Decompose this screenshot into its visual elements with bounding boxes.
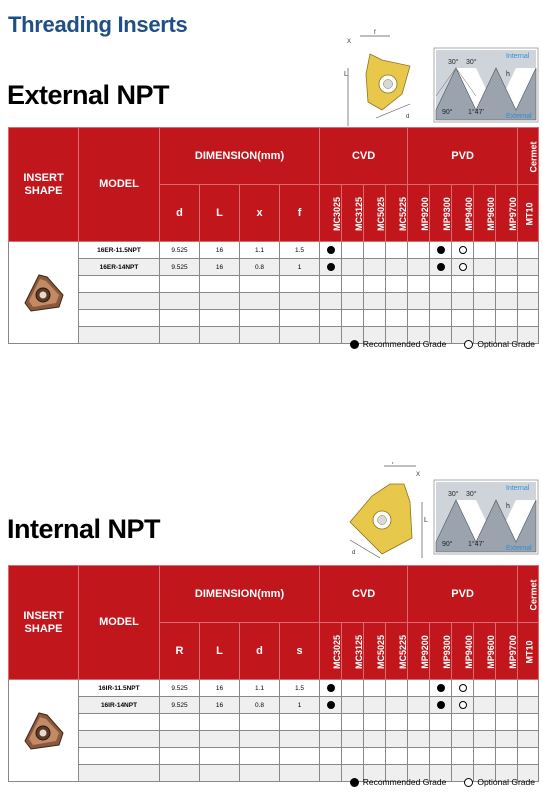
angle-30b-label: 30° — [466, 491, 477, 498]
dim-cell: 16 — [200, 697, 240, 714]
header-grade: MC5225 — [386, 185, 408, 242]
header-model: MODEL — [79, 566, 160, 680]
grade-cell — [364, 310, 386, 327]
header-insert-shape: INSERT SHAPE — [9, 128, 79, 242]
model-cell: 16ER-11.5NPT — [79, 242, 160, 259]
dim-cell — [160, 327, 200, 344]
legend-optional: Optional Grade — [477, 777, 535, 787]
external-spec-table — [8, 127, 539, 344]
header-pvd: PVD — [408, 128, 518, 185]
model-cell: 16ER-14NPT — [79, 259, 160, 276]
legend-recommended: Recommended Grade — [362, 339, 447, 349]
grade-cell — [364, 748, 386, 765]
angle-147-label: 1°47' — [468, 109, 484, 116]
grade-cell — [452, 680, 474, 697]
grade-cell — [386, 242, 408, 259]
grade-cell — [386, 714, 408, 731]
header-grade: MC5025 — [364, 623, 386, 680]
grade-cell — [408, 259, 430, 276]
header-model: MODEL — [79, 128, 160, 242]
diagram-label-d: d — [406, 114, 410, 120]
grade-cell — [386, 310, 408, 327]
insert-photo-icon — [19, 707, 69, 753]
external-label: External — [506, 545, 532, 552]
internal-npt-title: Internal NPT — [7, 514, 161, 544]
internal-legend — [350, 777, 535, 787]
model-cell — [79, 731, 160, 748]
h-label: h — [506, 503, 510, 510]
grade-cell — [342, 714, 364, 731]
grade-cell — [386, 293, 408, 310]
grade-cell — [364, 697, 386, 714]
internal-spec-table — [8, 565, 539, 782]
header-dim-col: x — [240, 185, 280, 242]
model-cell: 16IR-11.5NPT — [79, 680, 160, 697]
grade-cell — [452, 697, 474, 714]
grade-cell — [386, 748, 408, 765]
grade-cell — [386, 259, 408, 276]
grade-cell — [320, 680, 342, 697]
recommended-dot-icon — [327, 263, 335, 271]
angle-30a-label: 30° — [448, 59, 459, 66]
dim-cell — [160, 276, 200, 293]
header-insert-shape: INSERT SHAPE — [9, 566, 79, 680]
grade-cell — [364, 293, 386, 310]
grade-cell — [496, 242, 518, 259]
grade-cell — [474, 242, 496, 259]
grade-cell — [452, 714, 474, 731]
grade-cell — [474, 731, 496, 748]
optional-dot-icon — [464, 340, 473, 349]
grade-cell — [496, 680, 518, 697]
dim-cell — [160, 310, 200, 327]
diagram-label-L: L — [344, 71, 348, 78]
grade-cell — [386, 697, 408, 714]
external-thread-profile — [434, 48, 538, 122]
angle-90-label: 90° — [442, 109, 453, 116]
dim-cell — [160, 748, 200, 765]
grade-cell — [430, 731, 452, 748]
table-row — [9, 310, 539, 327]
grade-cell — [342, 697, 364, 714]
grade-cell — [342, 242, 364, 259]
dim-cell: 9.525 — [160, 697, 200, 714]
angle-30b-label: 30° — [466, 59, 477, 66]
grade-cell — [320, 697, 342, 714]
grade-cell — [518, 748, 539, 765]
insert-photo-icon — [19, 269, 69, 315]
grade-cell — [408, 680, 430, 697]
grade-cell — [474, 276, 496, 293]
table-row — [9, 731, 539, 748]
grade-cell — [452, 731, 474, 748]
dim-cell — [280, 293, 320, 310]
dim-cell — [160, 293, 200, 310]
model-cell — [79, 276, 160, 293]
dim-cell — [160, 714, 200, 731]
grade-cell — [452, 242, 474, 259]
dim-cell: 1 — [280, 697, 320, 714]
grade-cell — [320, 276, 342, 293]
dim-cell: 16 — [200, 242, 240, 259]
dim-cell — [200, 731, 240, 748]
grade-cell — [386, 680, 408, 697]
grade-cell — [364, 680, 386, 697]
external-insert-drawing — [344, 30, 410, 126]
header-grade: MP9600 — [474, 185, 496, 242]
header-cermet: Cermet — [518, 566, 539, 623]
header-grade: MC5025 — [364, 185, 386, 242]
grade-cell — [408, 697, 430, 714]
dim-cell — [200, 293, 240, 310]
grade-cell — [342, 310, 364, 327]
grade-cell — [342, 731, 364, 748]
grade-cell — [452, 310, 474, 327]
dim-cell — [240, 310, 280, 327]
grade-cell — [474, 697, 496, 714]
recommended-dot-icon — [327, 701, 335, 709]
grade-cell — [430, 276, 452, 293]
dim-cell — [240, 731, 280, 748]
header-grade: MP9400 — [452, 623, 474, 680]
dim-cell: 0.8 — [240, 259, 280, 276]
dim-cell: 9.525 — [160, 680, 200, 697]
grade-cell — [320, 259, 342, 276]
optional-dot-icon — [459, 263, 467, 271]
internal-label: Internal — [506, 485, 530, 492]
dim-cell — [240, 276, 280, 293]
grade-cell — [452, 748, 474, 765]
table-row — [9, 259, 539, 276]
recommended-dot-icon — [437, 684, 445, 692]
dim-cell — [200, 310, 240, 327]
external-insert-diagram — [330, 26, 540, 126]
dim-cell — [280, 276, 320, 293]
dim-cell — [200, 748, 240, 765]
grade-cell — [320, 748, 342, 765]
grade-cell — [474, 748, 496, 765]
internal-insert-drawing — [350, 462, 428, 558]
header-cvd: CVD — [320, 566, 408, 623]
grade-cell — [430, 714, 452, 731]
header-grade: MP9200 — [408, 185, 430, 242]
grade-cell — [364, 276, 386, 293]
dim-cell — [280, 765, 320, 782]
recommended-dot-icon — [437, 701, 445, 709]
grade-cell — [474, 714, 496, 731]
dim-cell: 1 — [280, 259, 320, 276]
dim-cell — [280, 731, 320, 748]
optional-dot-icon — [459, 684, 467, 692]
table-row — [9, 293, 539, 310]
header-cvd: CVD — [320, 128, 408, 185]
optional-dot-icon — [459, 701, 467, 709]
angle-147-label: 1°47' — [468, 541, 484, 548]
dim-cell — [280, 714, 320, 731]
recommended-dot-icon — [437, 246, 445, 254]
grade-cell — [518, 714, 539, 731]
header-grade: MC3025 — [320, 185, 342, 242]
model-cell: 16IR-14NPT — [79, 697, 160, 714]
grade-cell — [320, 310, 342, 327]
grade-cell — [430, 748, 452, 765]
recommended-dot-icon — [350, 340, 359, 349]
dim-cell — [160, 765, 200, 782]
dim-cell — [160, 731, 200, 748]
header-dimension: DIMENSION(mm) — [160, 128, 320, 185]
dim-cell — [240, 293, 280, 310]
grade-cell — [496, 276, 518, 293]
grade-cell — [474, 680, 496, 697]
grade-cell — [342, 276, 364, 293]
header-dim-col: d — [160, 185, 200, 242]
insert-shape-cell — [9, 242, 79, 344]
diagram-label-f: f — [392, 462, 394, 466]
grade-cell — [518, 680, 539, 697]
grade-cell — [496, 731, 518, 748]
dim-cell: 9.525 — [160, 242, 200, 259]
header-dim-col: R — [160, 623, 200, 680]
recommended-dot-icon — [327, 246, 335, 254]
dim-cell: 9.525 — [160, 259, 200, 276]
header-grade: MT10 — [518, 185, 539, 242]
grade-cell — [518, 276, 539, 293]
dim-cell: 1.1 — [240, 242, 280, 259]
model-cell — [79, 327, 160, 344]
legend-recommended: Recommended Grade — [362, 777, 447, 787]
grade-cell — [342, 680, 364, 697]
angle-90-label: 90° — [442, 541, 453, 548]
header-pvd: PVD — [408, 566, 518, 623]
grade-cell — [430, 293, 452, 310]
external-legend — [350, 339, 535, 349]
recommended-dot-icon — [327, 684, 335, 692]
optional-dot-icon — [459, 246, 467, 254]
grade-cell — [320, 293, 342, 310]
grade-cell — [320, 242, 342, 259]
grade-cell — [408, 310, 430, 327]
grade-cell — [364, 259, 386, 276]
grade-cell — [518, 731, 539, 748]
grade-cell — [518, 293, 539, 310]
diagram-label-f: f — [374, 30, 376, 36]
grade-cell — [430, 680, 452, 697]
dim-cell — [200, 276, 240, 293]
header-dim-col: d — [240, 623, 280, 680]
grade-cell — [474, 259, 496, 276]
grade-cell — [320, 765, 342, 782]
header-dim-col: L — [200, 185, 240, 242]
table-row — [9, 697, 539, 714]
header-dimension: DIMENSION(mm) — [160, 566, 320, 623]
grade-cell — [430, 242, 452, 259]
grade-cell — [430, 259, 452, 276]
dim-cell: 1.1 — [240, 680, 280, 697]
diagram-label-x: X — [347, 39, 352, 45]
grade-cell — [408, 293, 430, 310]
grade-cell — [408, 731, 430, 748]
dim-cell — [280, 327, 320, 344]
header-grade: MC5225 — [386, 623, 408, 680]
dim-cell — [200, 714, 240, 731]
dim-cell — [200, 327, 240, 344]
header-grade: MP9700 — [496, 185, 518, 242]
header-dim-col: s — [280, 623, 320, 680]
table-row — [9, 748, 539, 765]
header-grade: MP9600 — [474, 623, 496, 680]
grade-cell — [320, 731, 342, 748]
grade-cell — [386, 276, 408, 293]
header-grade: MP9300 — [430, 623, 452, 680]
grade-cell — [474, 310, 496, 327]
header-dim-col: L — [200, 623, 240, 680]
external-label: External — [506, 113, 532, 120]
dim-cell — [240, 765, 280, 782]
internal-label: Internal — [506, 53, 530, 60]
grade-cell — [430, 697, 452, 714]
grade-cell — [386, 731, 408, 748]
grade-cell — [452, 259, 474, 276]
grade-cell — [518, 310, 539, 327]
grade-cell — [496, 310, 518, 327]
grade-cell — [342, 259, 364, 276]
grade-cell — [320, 714, 342, 731]
grade-cell — [496, 697, 518, 714]
diagram-label-L: L — [424, 517, 428, 524]
dim-cell — [280, 310, 320, 327]
model-cell — [79, 748, 160, 765]
recommended-dot-icon — [437, 263, 445, 271]
grade-cell — [452, 293, 474, 310]
dim-cell — [240, 327, 280, 344]
table-row — [9, 242, 539, 259]
header-grade: MP9700 — [496, 623, 518, 680]
grade-cell — [496, 748, 518, 765]
angle-30a-label: 30° — [448, 491, 459, 498]
diagram-label-d: d — [352, 550, 356, 556]
insert-shape-cell — [9, 680, 79, 782]
internal-insert-diagram — [330, 462, 540, 562]
grade-cell — [452, 276, 474, 293]
grade-cell — [430, 310, 452, 327]
header-grade: MP9200 — [408, 623, 430, 680]
internal-thread-profile — [434, 480, 538, 554]
table-row — [9, 276, 539, 293]
grade-cell — [408, 276, 430, 293]
grade-cell — [408, 748, 430, 765]
model-cell — [79, 765, 160, 782]
grade-cell — [474, 293, 496, 310]
page-title: Threading Inserts — [8, 12, 188, 37]
dim-cell: 1.5 — [280, 680, 320, 697]
dim-cell: 0.8 — [240, 697, 280, 714]
header-grade: MP9300 — [430, 185, 452, 242]
grade-cell — [496, 714, 518, 731]
grade-cell — [364, 242, 386, 259]
header-grade: MC3125 — [342, 185, 364, 242]
grade-cell — [364, 731, 386, 748]
recommended-dot-icon — [350, 778, 359, 787]
model-cell — [79, 714, 160, 731]
grade-cell — [518, 242, 539, 259]
header-dim-col: f — [280, 185, 320, 242]
dim-cell — [280, 748, 320, 765]
grade-cell — [408, 714, 430, 731]
grade-cell — [496, 293, 518, 310]
grade-cell — [518, 697, 539, 714]
dim-cell — [240, 714, 280, 731]
header-grade: MC3025 — [320, 623, 342, 680]
dim-cell: 16 — [200, 259, 240, 276]
grade-cell — [342, 293, 364, 310]
h-label: h — [506, 71, 510, 78]
model-cell — [79, 293, 160, 310]
header-cermet: Cermet — [518, 128, 539, 185]
header-grade: MP9400 — [452, 185, 474, 242]
header-grade: MC3125 — [342, 623, 364, 680]
table-row — [9, 680, 539, 697]
grade-cell — [342, 748, 364, 765]
grade-cell — [320, 327, 342, 344]
grade-cell — [518, 259, 539, 276]
diagram-label-x: X — [416, 472, 421, 478]
dim-cell — [240, 748, 280, 765]
optional-dot-icon — [464, 778, 473, 787]
dim-cell — [200, 765, 240, 782]
dim-cell: 16 — [200, 680, 240, 697]
header-grade: MT10 — [518, 623, 539, 680]
dim-cell: 1.5 — [280, 242, 320, 259]
grade-cell — [496, 259, 518, 276]
grade-cell — [364, 714, 386, 731]
table-row — [9, 714, 539, 731]
external-npt-title: External NPT — [7, 80, 170, 110]
model-cell — [79, 310, 160, 327]
legend-optional: Optional Grade — [477, 339, 535, 349]
grade-cell — [408, 242, 430, 259]
